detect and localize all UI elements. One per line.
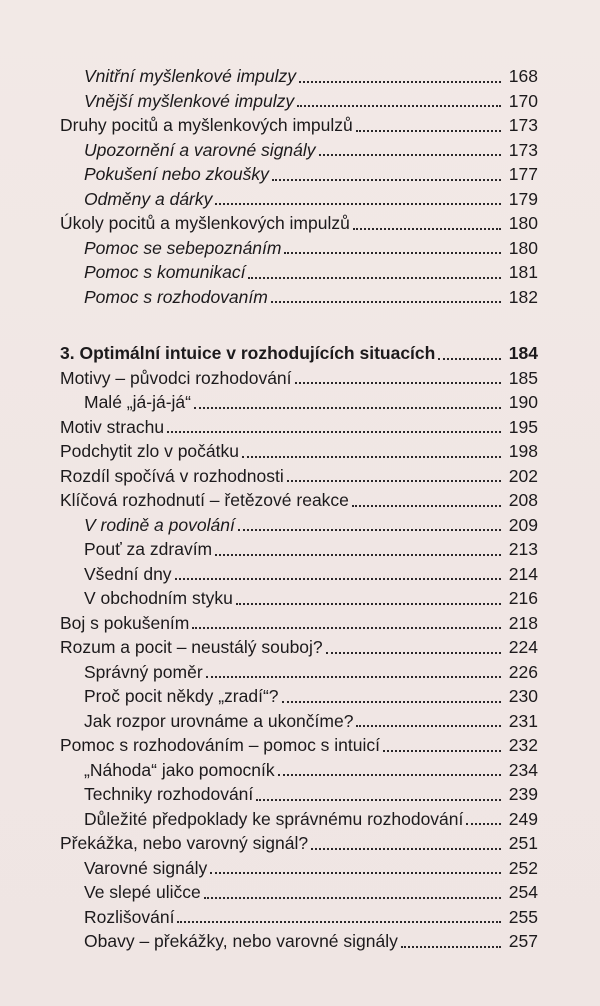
toc-entry-page-number: 181 xyxy=(508,262,538,282)
toc-entry-title: Všední dny xyxy=(84,563,172,584)
toc-entry-title: Odměny a dárky xyxy=(84,188,213,209)
toc-entry-title: Druhy pocitů a myšlenkových impulzů xyxy=(60,115,353,135)
toc-entry xyxy=(60,782,538,807)
toc-entry-page-number: 230 xyxy=(508,686,538,706)
toc-entry-title: Překážka, nebo varovný signál? xyxy=(60,833,309,853)
toc-entry-title: Podchytit zlo v počátku xyxy=(60,441,239,461)
dot-leader xyxy=(238,529,501,531)
chapter-title: 3. Optimální intuice v rozhodujících situacích xyxy=(60,343,436,363)
toc-entry xyxy=(60,488,538,513)
toc-entry xyxy=(60,635,538,660)
dot-leader xyxy=(401,946,501,948)
toc-entry xyxy=(60,138,538,163)
dot-leader xyxy=(356,725,501,727)
dot-leader xyxy=(236,603,501,605)
dot-leader xyxy=(353,228,501,230)
table-of-contents xyxy=(60,64,538,954)
dot-leader xyxy=(352,505,501,507)
toc-entry-title: Rozum a pocit – neustálý souboj? xyxy=(60,637,323,657)
toc-entry xyxy=(60,187,538,212)
toc-entry-title: Obavy – překážky, nebo varovné signály xyxy=(84,931,398,951)
dot-leader xyxy=(297,105,501,107)
toc-entry-page-number: 180 xyxy=(508,237,538,258)
toc-entry-page-number: 214 xyxy=(508,563,538,584)
toc-entry-title: Jak rozpor urovnáme a ukončíme? xyxy=(84,710,354,731)
toc-entry xyxy=(60,113,538,138)
toc-entry xyxy=(60,905,538,930)
dot-leader xyxy=(284,252,501,254)
toc-entry xyxy=(60,807,538,832)
toc-entry xyxy=(60,211,538,236)
toc-entry xyxy=(60,758,538,783)
toc-entry-page-number: 198 xyxy=(508,441,538,461)
toc-entry-title: Správný poměr xyxy=(84,661,203,682)
toc-entry-title: Varovné signály xyxy=(84,857,208,878)
toc-entry xyxy=(60,285,538,310)
toc-entry xyxy=(60,856,538,881)
toc-entry-title: Proč pocit někdy „zradí“? xyxy=(84,686,279,706)
toc-entry xyxy=(60,415,538,440)
toc-entry-page-number: 251 xyxy=(508,833,538,853)
toc-entry xyxy=(60,586,538,611)
toc-entry-title: Pokušení nebo zkoušky xyxy=(84,164,269,184)
dot-leader xyxy=(319,154,501,156)
toc-entry-page-number: 232 xyxy=(508,735,538,755)
toc-entry-page-number: 179 xyxy=(508,188,538,209)
toc-entry xyxy=(60,562,538,587)
toc-entry-page-number: 168 xyxy=(508,66,538,86)
toc-entry-title: V rodině a povolání xyxy=(84,514,235,535)
toc-entry-page-number: 218 xyxy=(508,612,538,633)
toc-entry-title: Pomoc se sebepoznáním xyxy=(84,237,282,258)
toc-entry xyxy=(60,611,538,636)
dot-leader xyxy=(204,897,501,899)
toc-entry-page-number: 252 xyxy=(508,857,538,878)
toc-entry-title: Klíčová rozhodnutí – řetězové reakce xyxy=(60,490,349,510)
toc-entry-title: „Náhoda“ jako pomocník xyxy=(84,759,275,780)
toc-entry-page-number: 254 xyxy=(508,882,538,902)
toc-entry-title: Techniky rozhodování xyxy=(84,784,254,804)
toc-entry xyxy=(60,464,538,489)
toc-entry-title: Důležité předpoklady ke správnému rozhodování xyxy=(84,808,464,829)
dot-leader xyxy=(242,456,501,458)
toc-entry-title: V obchodním styku xyxy=(84,588,233,608)
toc-section-post xyxy=(60,366,538,954)
dot-leader xyxy=(272,179,501,181)
toc-entry xyxy=(60,513,538,538)
toc-entry-title: Motivy – původci rozhodování xyxy=(60,367,292,388)
dot-leader xyxy=(248,277,501,279)
toc-entry-page-number: 209 xyxy=(508,514,538,535)
toc-entry-title: Pomoc s rozhodováním – pomoc s intuicí xyxy=(60,735,381,755)
toc-entry-title: Malé „já-já-já“ xyxy=(84,392,191,412)
dot-leader xyxy=(206,676,501,678)
toc-entry xyxy=(60,260,538,285)
toc-entry-page-number: 224 xyxy=(508,637,538,657)
dot-leader xyxy=(271,301,501,303)
toc-entry-title: Pomoc s komunikací xyxy=(84,262,246,282)
toc-entry-title: Úkoly pocitů a myšlenkových impulzů xyxy=(60,213,350,233)
toc-entry xyxy=(60,684,538,709)
dot-leader xyxy=(438,358,501,360)
toc-entry-page-number: 213 xyxy=(508,539,538,559)
toc-entry xyxy=(60,64,538,89)
toc-entry xyxy=(60,831,538,856)
dot-leader xyxy=(295,382,501,384)
dot-leader xyxy=(278,774,501,776)
toc-entry-title: Vnitřní myšlenkové impulzy xyxy=(84,66,297,86)
toc-entry xyxy=(60,880,538,905)
dot-leader xyxy=(466,823,501,825)
toc-entry-page-number: 202 xyxy=(508,465,538,486)
toc-entry-page-number: 185 xyxy=(508,367,538,388)
toc-entry-title: Vnější myšlenkové impulzy xyxy=(84,90,295,111)
toc-entry-title: Ve slepé uličce xyxy=(84,882,201,902)
toc-entry-page-number: 195 xyxy=(508,416,538,437)
dot-leader xyxy=(167,431,501,433)
toc-entry-title: Upozornění a varovné signály xyxy=(84,139,316,160)
toc-entry xyxy=(60,366,538,391)
toc-entry xyxy=(60,929,538,954)
dot-leader xyxy=(326,652,501,654)
dot-leader xyxy=(287,480,501,482)
toc-entry-title: Boj s pokušením xyxy=(60,612,190,633)
toc-entry-page-number: 249 xyxy=(508,808,538,829)
dot-leader xyxy=(210,872,501,874)
toc-entry xyxy=(60,390,538,415)
toc-entry xyxy=(60,89,538,114)
toc-entry-title: Pouť za zdravím xyxy=(84,539,213,559)
toc-entry-page-number: 170 xyxy=(508,90,538,111)
toc-entry xyxy=(60,660,538,685)
dot-leader xyxy=(356,130,501,132)
toc-entry-page-number: 257 xyxy=(508,931,538,951)
toc-entry-page-number: 190 xyxy=(508,392,538,412)
dot-leader xyxy=(282,701,501,703)
toc-entry-page-number: 255 xyxy=(508,906,538,927)
toc-entry xyxy=(60,236,538,261)
toc-entry-page-number: 216 xyxy=(508,588,538,608)
dot-leader xyxy=(215,554,501,556)
chapter-page-number: 184 xyxy=(508,343,538,363)
toc-entry-page-number: 182 xyxy=(508,286,538,307)
toc-entry-title: Rozlišování xyxy=(84,906,175,927)
toc-entry xyxy=(60,439,538,464)
toc-entry-page-number: 234 xyxy=(508,759,538,780)
toc-section-pre xyxy=(60,64,538,309)
dot-leader xyxy=(177,921,501,923)
dot-leader xyxy=(215,203,501,205)
dot-leader xyxy=(194,407,501,409)
toc-entry-title: Rozdíl spočívá v rozhodnosti xyxy=(60,465,284,486)
toc-entry-title: Motiv strachu xyxy=(60,416,165,437)
toc-entry xyxy=(60,709,538,734)
toc-entry-page-number: 239 xyxy=(508,784,538,804)
dot-leader xyxy=(383,750,501,752)
toc-entry-page-number: 226 xyxy=(508,661,538,682)
toc-chapter-heading xyxy=(60,341,538,366)
toc-entry xyxy=(60,162,538,187)
toc-entry xyxy=(60,537,538,562)
toc-entry-page-number: 173 xyxy=(508,115,538,135)
dot-leader xyxy=(192,627,501,629)
dot-leader xyxy=(175,578,501,580)
toc-entry-page-number: 173 xyxy=(508,139,538,160)
toc-entry-title: Pomoc s rozhodovaním xyxy=(84,286,268,307)
toc-entry-page-number: 231 xyxy=(508,710,538,731)
dot-leader xyxy=(256,799,501,801)
dot-leader xyxy=(299,81,501,83)
toc-entry xyxy=(60,733,538,758)
toc-entry-page-number: 177 xyxy=(508,164,538,184)
dot-leader xyxy=(311,848,501,850)
toc-entry-page-number: 208 xyxy=(508,490,538,510)
toc-entry-page-number: 180 xyxy=(508,213,538,233)
